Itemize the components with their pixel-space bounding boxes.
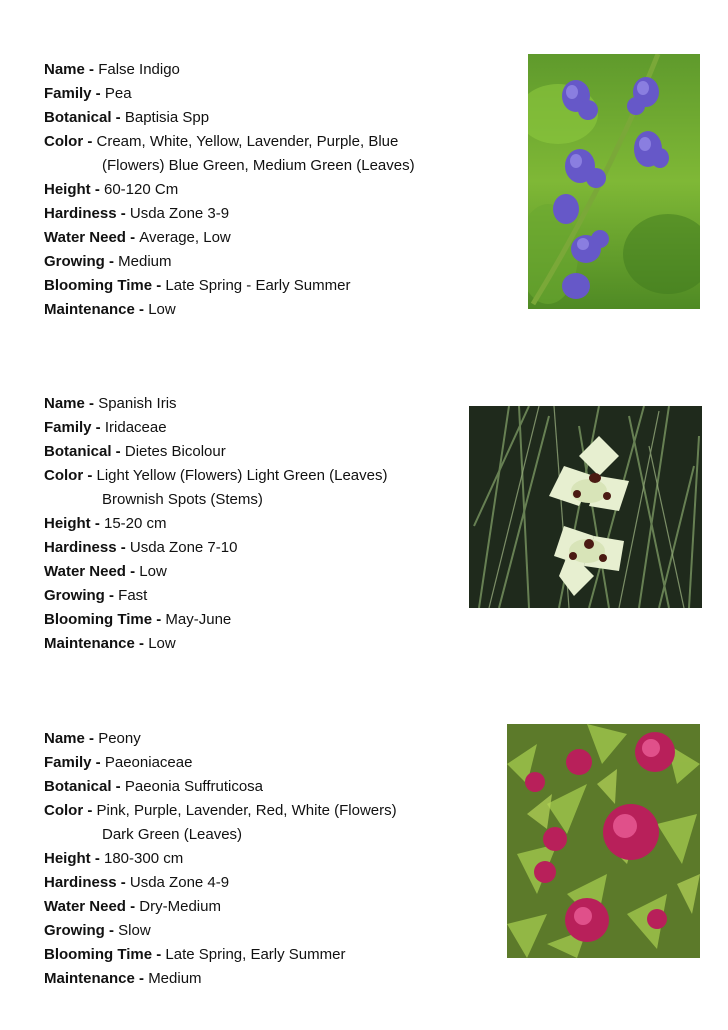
field-botanical: Botanical - Baptisia Spp — [44, 109, 210, 126]
field-water-need: Water Need - Average, Low — [44, 229, 231, 246]
field-height: Height - 180-300 cm — [44, 850, 184, 867]
field-botanical: Botanical - Dietes Bicolour — [44, 443, 226, 460]
field-botanical: Botanical - Paeonia Suffruticosa — [44, 778, 264, 795]
field-growing: Growing - Medium — [44, 253, 172, 270]
field-height: Height - 60-120 Cm — [44, 181, 179, 198]
field-color: Color - Light Yellow (Flowers) Light Green (Leaves) — [44, 467, 388, 484]
field-maintenance: Maintenance - Medium — [44, 970, 202, 987]
field-color: Color - Cream, White, Yellow, Lavender, Purple, Blue — [44, 133, 399, 150]
field-family: Family - Iridaceae — [44, 419, 167, 436]
field-growing: Growing - Slow — [44, 922, 151, 939]
plant-entry-peony — [44, 727, 484, 991]
field-blooming-time: Blooming Time - Late Spring, Early Summer — [44, 946, 346, 963]
plant-entry-spanish-iris — [44, 392, 484, 656]
field-water-need: Water Need - Low — [44, 563, 167, 580]
field-name: Name - False Indigo — [44, 61, 180, 78]
field-hardiness: Hardiness - Usda Zone 4-9 — [44, 874, 230, 891]
spanish-iris-photo — [469, 406, 702, 608]
field-blooming-time: Blooming Time - May-June — [44, 611, 232, 628]
field-name: Name - Peony — [44, 730, 141, 747]
field-hardiness: Hardiness - Usda Zone 7-10 — [44, 539, 238, 556]
field-color-continued: Brownish Spots (Stems) — [102, 491, 263, 508]
field-color-continued: (Flowers) Blue Green, Medium Green (Leaves) — [102, 157, 415, 174]
field-family: Family - Pea — [44, 85, 132, 102]
field-maintenance: Maintenance - Low — [44, 635, 176, 652]
false-indigo-photo — [528, 54, 700, 309]
field-hardiness: Hardiness - Usda Zone 3-9 — [44, 205, 230, 222]
field-maintenance: Maintenance - Low — [44, 301, 176, 318]
field-growing: Growing - Fast — [44, 587, 148, 604]
field-height: Height - 15-20 cm — [44, 515, 167, 532]
field-color: Color - Pink, Purple, Lavender, Red, White (Flowers) — [44, 802, 397, 819]
peony-photo — [507, 724, 700, 958]
field-water-need: Water Need - Dry-Medium — [44, 898, 221, 915]
field-family: Family - Paeoniaceae — [44, 754, 193, 771]
field-blooming-time: Blooming Time - Late Spring - Early Summer — [44, 277, 351, 294]
field-name: Name - Spanish Iris — [44, 395, 177, 412]
field-color-continued: Dark Green (Leaves) — [102, 826, 243, 843]
plant-entry-false-indigo — [44, 58, 484, 322]
